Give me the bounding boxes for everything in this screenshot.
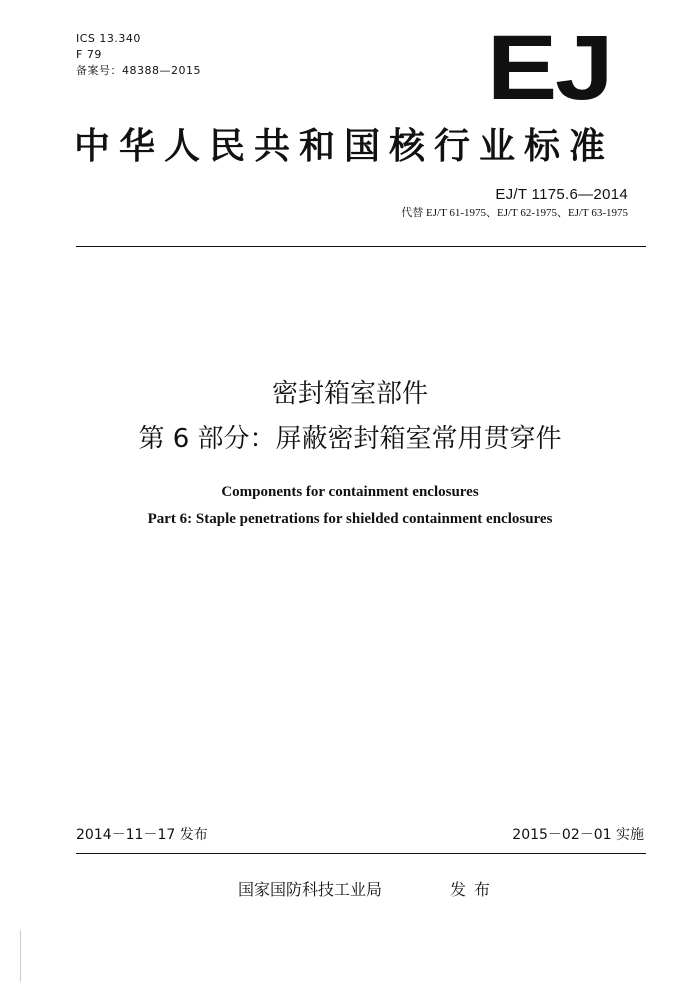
title-en-part: Part 6: Staple penetrations for shielded containment enclosures bbox=[147, 511, 553, 527]
title-cn-main: 密封箱室部件 bbox=[271, 379, 428, 409]
ics-code: ICS 13.340 bbox=[76, 32, 141, 45]
scan-edge-line bbox=[20, 930, 21, 982]
issuer-name: 国家国防科技工业局 bbox=[238, 880, 383, 899]
title-en-main: Components for containment enclosures bbox=[221, 484, 479, 500]
standard-number: EJ/T 1175.6—2014 bbox=[495, 186, 628, 203]
filing-number: 备案号：48388—2015 bbox=[76, 64, 201, 77]
replaces-note: 代替 EJ/T 61-1975、EJ/T 62-1975、EJ/T 63-1975 bbox=[401, 207, 628, 219]
implementation-date: 2015－02－01 实施 bbox=[512, 827, 644, 843]
bottom-divider bbox=[76, 853, 646, 854]
issuer-action: 发布 bbox=[450, 880, 499, 899]
issue-date: 2014－11－17 发布 bbox=[76, 827, 208, 843]
title-cn-part: 第 6 部分：屏蔽密封箱室常用贯穿件 bbox=[138, 424, 562, 454]
standard-type-heading: 中华人民共和国核行业标准 bbox=[74, 126, 615, 167]
top-divider bbox=[76, 246, 646, 247]
ccs-code: F 79 bbox=[76, 48, 102, 61]
ej-logo: EJ bbox=[487, 17, 612, 119]
